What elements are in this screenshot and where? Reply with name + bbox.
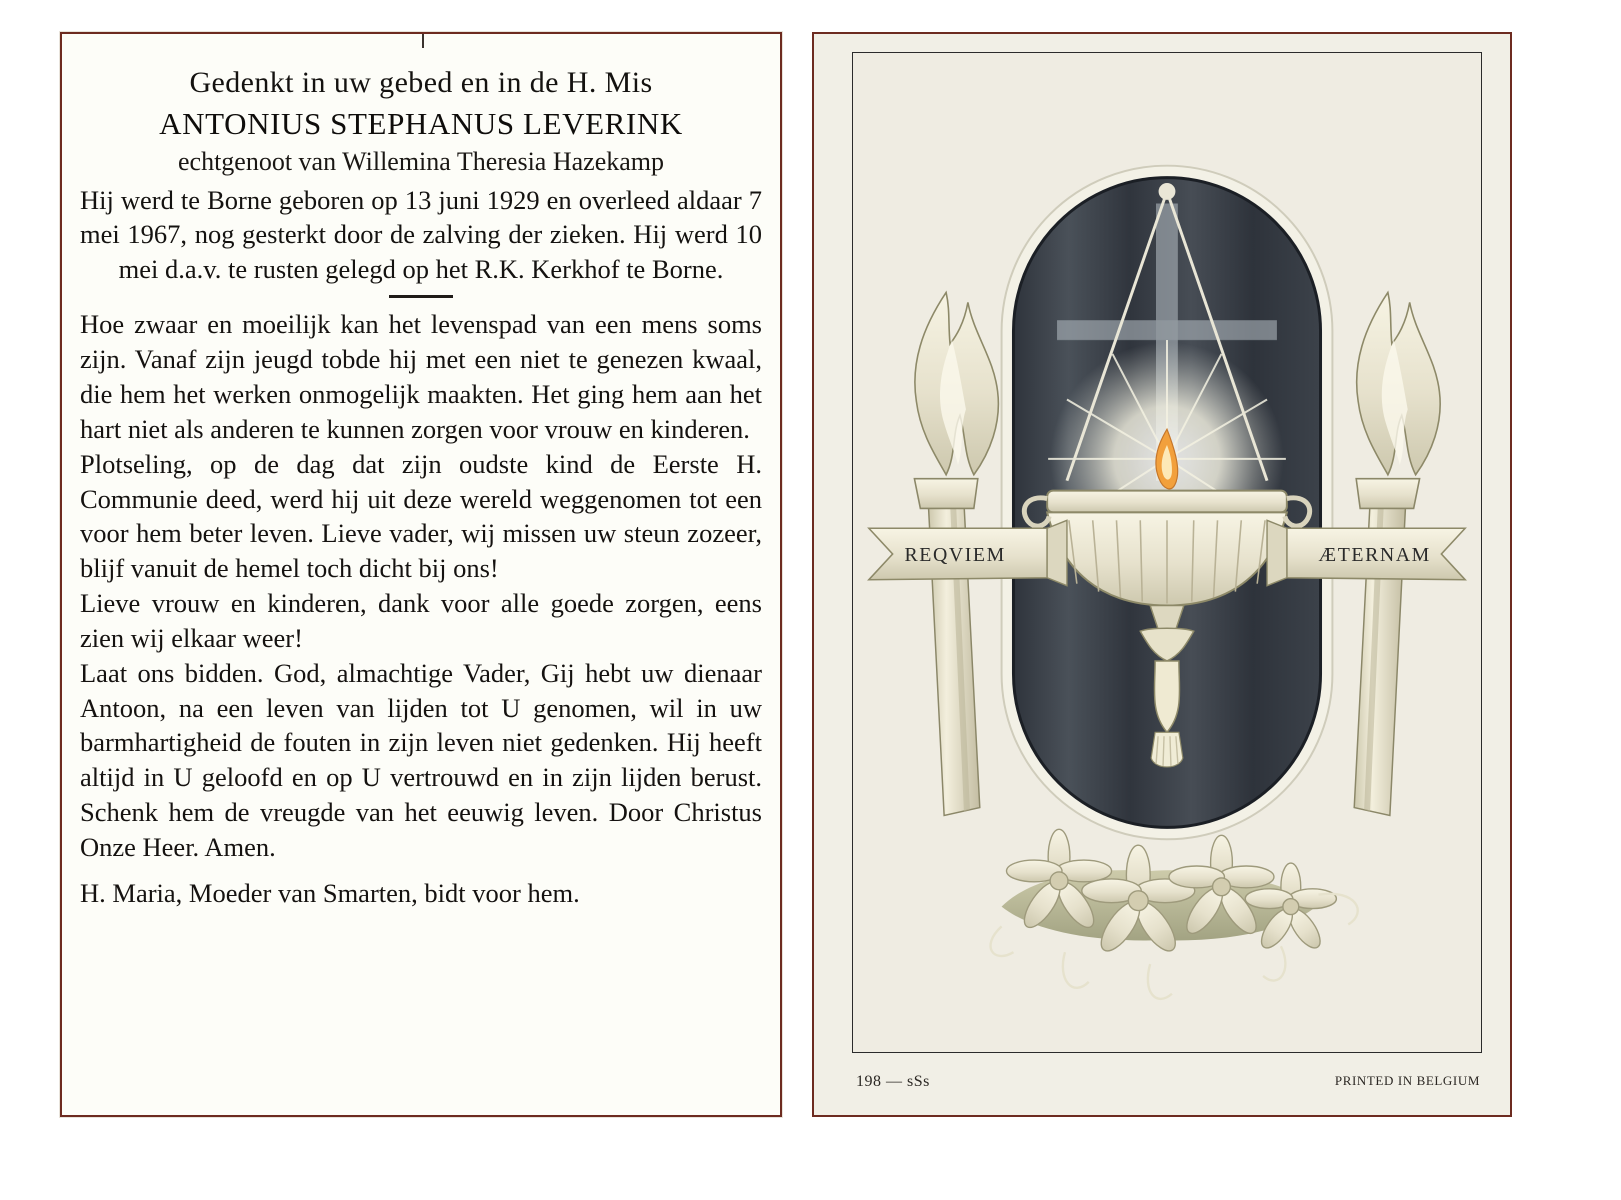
memorial-paragraph-4: Laat ons bidden. God, almachtige Vader, Gij hebt uw dienaar Antoon, na een leven van lijden tot U genomen, wil in uw barmhartigheid de fouten in zijn leven niet gedenken. Hij heeft altijd in U geloofd en op U vertrouwd en in zijn lijden berust. Schenk hem de vreugde van het eeuwig leven. Door Christus Onze Heer. Amen.	[80, 657, 762, 862]
prayer-heading: Gedenkt in uw gebed en in de H. Mis	[189, 66, 653, 99]
illustration-frame	[852, 52, 1482, 1053]
right-card	[812, 32, 1512, 1117]
ribbon-left-text: REQVIEM	[904, 543, 1006, 566]
deceased-name: ANTONIUS STEPHANUS LEVERINK	[159, 106, 683, 141]
memorial-body	[76, 307, 766, 910]
left-card	[60, 32, 782, 1117]
section-divider	[389, 295, 453, 298]
memorial-paragraph-1: Hoe zwaar en moeilijk kan het levenspad van een mens soms zijn. Vanaf zijn jeugd tobde hij met een niet te genezen kwaal, die hem het werken onmogelijk maakten. Het ging hem aan het hart niet als anderen te kunnen zorgen voor vrouw en kinderen.	[80, 309, 762, 444]
print-code: 198 — sSs	[856, 1073, 930, 1090]
memorial-illustration	[853, 53, 1481, 1052]
left-card-content	[76, 44, 766, 1105]
spouse-line: echtgenoot van Willemina Theresia Hazekamp	[177, 147, 665, 176]
ribbon-right-text: ÆTERNAM	[1318, 543, 1431, 566]
biography-text: Hij werd te Borne geboren op 13 juni 1929 en overleed aldaar 7 mei 1967, nog gesterkt door de zalving der zieken. Hij werd 10 mei d.a.v. te rusten gelegd op het R.K. Kerkhof te Borne.	[80, 185, 762, 284]
memorial-paragraph-3: Lieve vrouw en kinderen, dank voor alle goede zorgen, eens zien wij elkaar weer!	[80, 588, 762, 653]
print-origin: PRINTED IN BELGIUM	[1334, 1073, 1480, 1088]
closing-invocation: H. Maria, Moeder van Smarten, bidt voor hem.	[80, 877, 580, 908]
memorial-paragraph-2: Plotseling, op de dag dat zijn oudste kind de Eerste H. Communie deed, werd hij uit deze wereld weggenomen tot een voor hem beter leven. Lieve vader, wij missen uw steun zozeer, blijf vanuit de hemel toch dicht bij ons!	[80, 448, 762, 584]
